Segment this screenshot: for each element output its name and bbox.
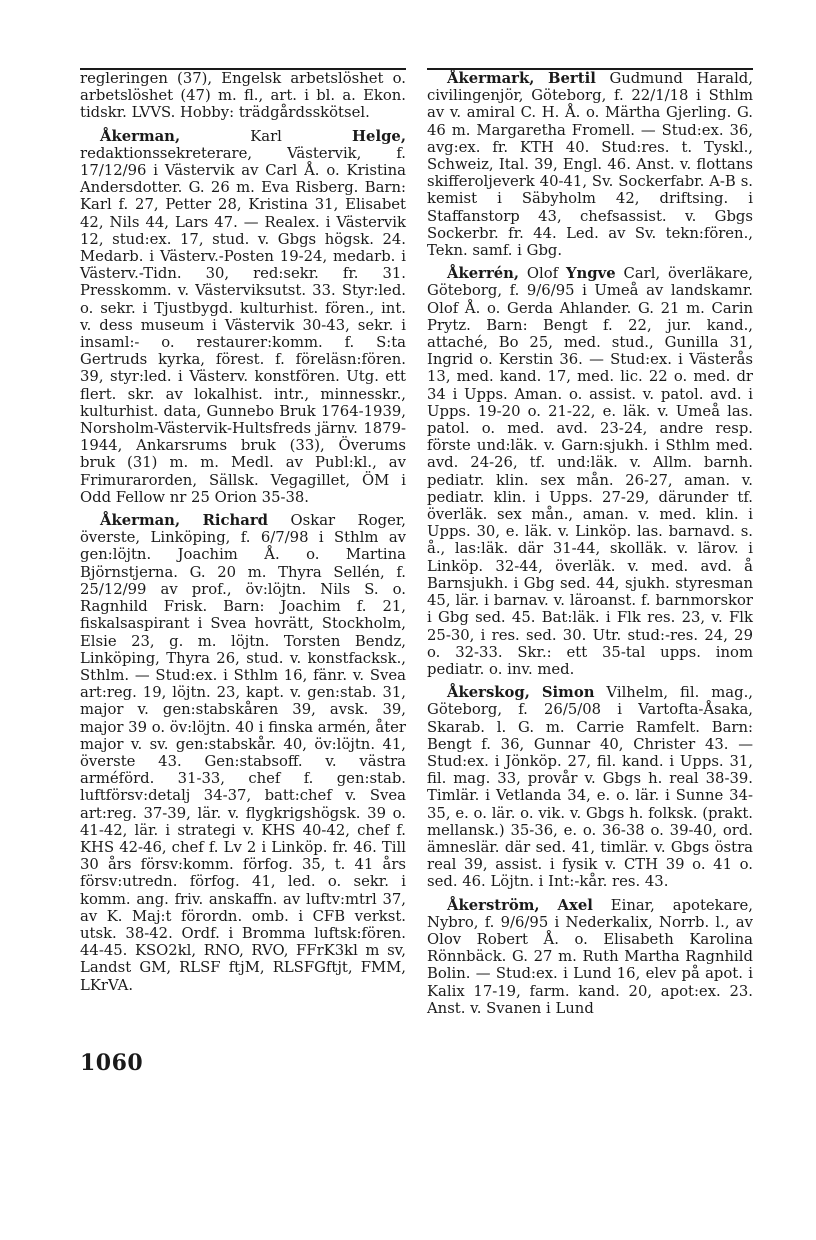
- entry-given-names: Vilhelm,: [606, 684, 669, 702]
- entry-text: överläkare, Göteborg, f. 9/6/95 i Umeå av landskamr. Olof Å. o. Gerda Ahlander. G. 21 m. Carin Prytz. Barn: Bengt f. 22, jur. kand., attaché, Bo 25, med. stud., Gunilla 31, Ingrid o. Kerstin 36. — Stud:ex. i Västerås 13, med. kand. 17, med. lic. 22 o. med. dr 34 i Upps. Aman. o. assist. v. patol. avd. i Upps. 19-20 o. 21-22, e. läk. v. Umeå las. patol. o. med. avd. 23-24, andre resp. förste und:läk. v. Garn:sjukh. i Sthlm med. avd. 24-26, tf. und:läk. v. Allm. barnh. pediatr. klin. sex mån. 26-27, aman. v. pediatr. klin. i Upps. 27-29, därunder tf. överläk. sex mån., aman. v. med. klin. i Upps. 30, e. läk. v. Linköp. las. barnavd. s. å., las:läk. där 31-44, skolläk. v. lärov. i Linköp. 32-44, överläk. v. med. avd. å Barnsjukh. i Gbg sed. 44, sjukh. styresman 45, lär. i barnav. v. läroanst. f. barnmorskor i Gbg sed. 45. Bat:läk. i Flk res. 23, v. Flk 25-30, i res. sed. 30. Utr. stud:-res. 24, 29 o. 32-33. Skr.: ett 35-tal upps. inom pediatr. o. inv. med.: [427, 265, 753, 678]
- entry-called-name: Yngve: [565, 265, 616, 283]
- entry-called-name: Helge,: [352, 127, 406, 145]
- entry-given-names: Einar,: [610, 896, 655, 914]
- entry-text: civilingenjör, Göteborg, f. 22/1/18 i Sthlm av v. amiral C. H. Å. o. Märtha Gjerling. G. 46 m. Margaretha Fromell. — Stud:ex. 36, avg:ex. fr. KTH 40. Stud:res. t. Tyskl., Schweiz, Ital. 39, Engl. 46. Anst. v. flottans skifferoljeverk 40-41, Sv. Sockerfabr. A-B s. kemist i Säbyholm 42, driftsing. i Staffanstorp 43, chefsassist. v. Gbgs Sockerbr. fr. 44. Led. av Sv. tekn:fören., Tekn. samf. i Gbg.: [427, 87, 753, 260]
- page-number: 1060: [80, 1050, 144, 1076]
- biography-entry: [427, 897, 753, 1017]
- entry-given-names-tail: Carl,: [623, 265, 661, 283]
- biography-entry: [427, 684, 753, 890]
- entry-surname: Åkerman,: [100, 127, 181, 145]
- entry-given-names: Karl: [250, 127, 282, 145]
- biography-entry: [80, 128, 406, 506]
- right-column: [427, 70, 753, 1023]
- entry-surname: Åkerrén,: [447, 265, 520, 283]
- entry-called-name: Bertil: [548, 70, 596, 87]
- entry-surname: Åkerskog,: [447, 684, 530, 702]
- biography-entry: [427, 265, 753, 678]
- entry-surname: Åkerström,: [447, 896, 540, 914]
- entry-text: fil. mag., Göteborg, f. 26/5/08 i Vartofta-Åsaka, Skarab. l. G. m. Carrie Ramfelt. Barn: Bengt f. 36, Gunnar 40, Christer 43. — Stud:ex. i Jönköp. 27, fil. kand. i Upps. 31, fil. mag. 33, provår v. Gbgs h. real 38-39. Timlär. i Vetlanda 34, e. o. lär. i Sunne 34-35, e. o. lär. o. vik. v. Gbgs h. folksk. (prakt. mellansk.) 35-36, e. o. 36-38 o. 39-40, ord. ämneslär. där sed. 41, timlär. v. Gbgs östra real 39, assist. i fysik v. CTH 39 o. 41 o. sed. 46. Löjtn. i Int:-kår. res. 43.: [427, 684, 753, 891]
- entry-text: apotekare, Nybro, f. 9/6/95 i Nederkalix, Norrb. l., av Olov Robert Å. o. Elisabeth Karolina Rönnbäck. G. 27 m. Ruth Martha Ragnhild Bolin. — Stud:ex. i Lund 16, elev på apot. i Kalix 17-19, farm. kand. 20, apot:ex. 23. Anst. v. Svanen i Lund: [427, 896, 753, 1017]
- entry-text: överste, Linköping, f. 6/7/98 i Sthlm av gen:löjtn. Joachim Å. o. Martina Björnstjerna. G. 20 m. Thyra Sellén, f. 25/12/99 av prof., öv:löjtn. Nils S. o. Ragnhild Frisk. Barn: Joachim f. 21, fiskalsaspirant i Svea hovrätt, Stockholm, Elsie 23, g. m. löjtn. Torsten Bendz, Linköping, Thyra 26, stud. v. konstfacksk., Sthlm. — Stud:ex. i Sthlm 16, fänr. v. Svea art:reg. 19, löjtn. 23, kapt. v. gen:stab. 31, major v. gen:stabskåren 39, avsk. 39, major 39 o. öv:löjtn. 40 i finska armén, åter major v. sv. gen:stabskår. 40, öv:löjtn. 41, överste 43. Gen:stabsoff. v. västra arméförd. 31-33, chef f. gen:stab. luftförsv:detalj 34-37, batt:chef v. Svea art:reg. 37-39, lär. v. flygkrigshögsk. 39 o. 41-42, lär. i strategi v. KHS 40-42, chef f. KHS 42-46, chef f. Lv 2 i Linköp. fr. 46. Till 30 års försv:komm. förfog. 35, t. 41 års försv:utredn. förfog. 41, led. o. sekr. i komm. ang. friv. anskaffn. av luftv:mtrl 37, av K. Maj:t förordn. omb. i CFB verkst. utsk. 38-42. Ordf. i Bromma luftsk:fören. 44-45. KSO2kl, RNO, RVO, FFrK3kl m sv, Landst GM, RLSF ftjM, RLSFGftjt, FMM, LKrVA.: [80, 529, 406, 994]
- entry-text: redaktionssekreterare, Västervik, f. 17/12/96 i Västervik av Carl Å. o. Kristina Andersdotter. G. 26 m. Eva Risberg. Barn: Karl f. 27, Petter 28, Kristina 31, Elisabet 42, Nils 44, Lars 47. — Realex. i Västervik 12, stud:ex. 17, stud. v. Gbgs högsk. 24. Medarb. i Västerv.-Posten 19-24, medarb. i Västerv.-Tidn. 30, red:sekr. fr. 31. Presskomm. v. Västerviksutst. 33. Styr:led. o. sekr. i Tjustbygd. kulturhist. fören., int. v. dess museum i Västervik 30-43, sekr. i insaml:- o. restaurer:komm. f. S:ta Gertruds kyrka, förest. f. föreläsn:fören. 39, styr:led. i Västerv. konstfören. Utg. ett flert. skr. av lokalhist. intr., minnesskr., kulturhist. data, Gunnebo Bruk 1764-1939, Norsholm-Västervik-Hultsfreds järnv. 1879-1944, Ankarsrums bruk (33), Överums bruk (31) m. m. Medl. av Publ:kl., av Frimurarorden, Sällsk. Vegagillet, ÖM i Odd Fellow nr 25 Orion 35-38.: [80, 144, 406, 506]
- entry-given-names: Gudmund Harald,: [609, 70, 753, 87]
- entry-surname: Åkerman,: [100, 512, 181, 530]
- entry-called-name: Simon: [541, 684, 595, 702]
- entry-given-names: Oskar Roger,: [290, 512, 406, 530]
- biography-entry: [427, 70, 753, 259]
- entry-called-name: Richard: [202, 512, 269, 530]
- continuation-text: regleringen (37), Engelsk arbetslöshet o. arbetslöshet (47) m. fl., art. i bl. a. Ekon. tidskr. LVVS. Hobby: trädgårdsskötsel.: [80, 70, 406, 122]
- entry-given-names: Olof: [526, 265, 559, 283]
- entry-called-name: Axel: [557, 896, 593, 914]
- biography-entry: [80, 512, 406, 994]
- entry-surname: Åkermark,: [447, 70, 535, 87]
- left-column: [80, 70, 406, 1000]
